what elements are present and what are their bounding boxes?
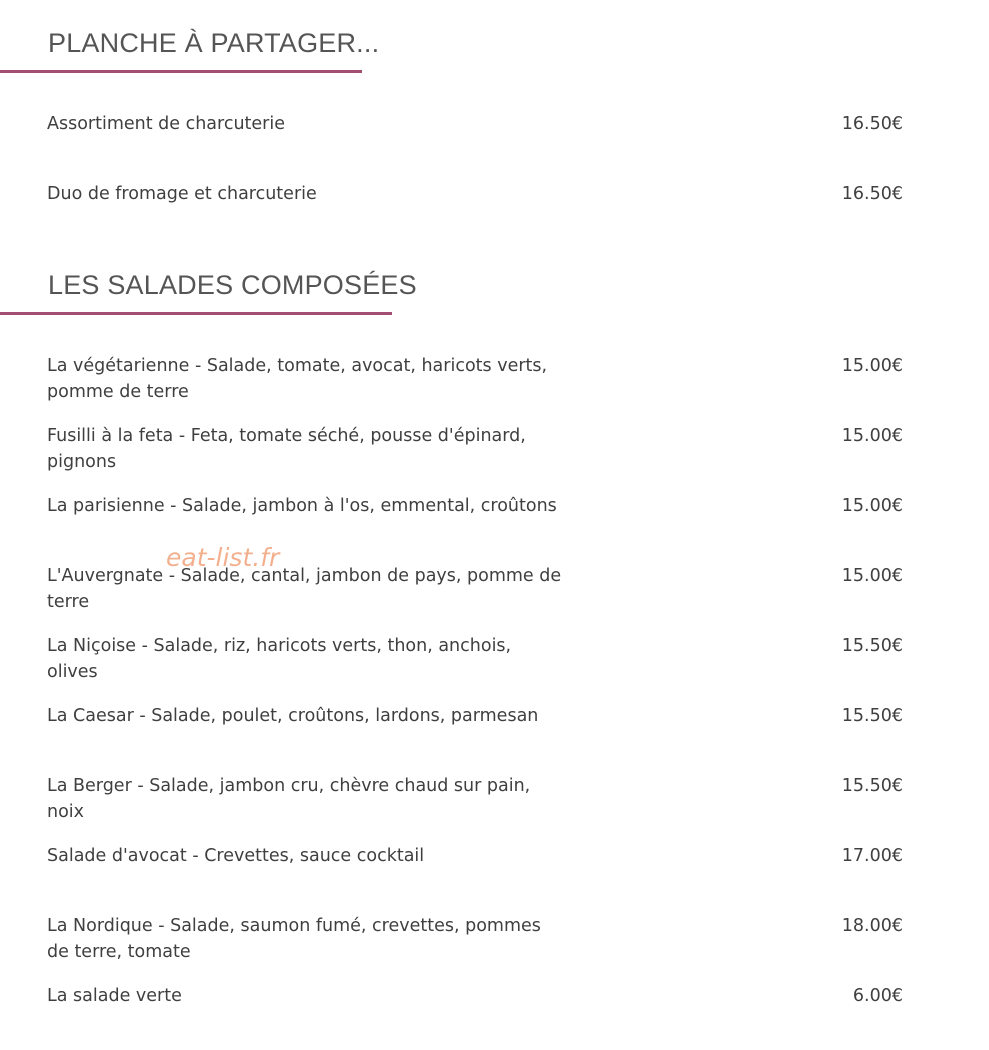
menu-item-price: 15.00€ (841, 496, 903, 516)
menu-item (47, 843, 903, 869)
menu-item (47, 633, 903, 685)
menu-item-name: La Niçoise - Salade, riz, haricots verts, thon, anchois, olives (47, 636, 512, 682)
menu-item (47, 493, 903, 519)
menu-item (47, 983, 903, 1009)
menu-item-name: L'Auvergnate - Salade, cantal, jambon de pays, pomme de terre (47, 566, 562, 612)
section-underline (0, 312, 392, 315)
section-underline (0, 70, 362, 73)
watermark: eat-list.fr (166, 543, 280, 572)
menu-item-price: 16.50€ (841, 114, 903, 134)
menu-item-price: 17.00€ (841, 846, 903, 866)
menu-item-name: Fusilli à la feta - Feta, tomate séché, pousse d'épinard, pignons (47, 426, 526, 472)
menu-item (47, 111, 903, 137)
menu-item-name: Duo de fromage et charcuterie (47, 184, 317, 204)
menu-item (47, 423, 903, 475)
menu-item (47, 913, 903, 965)
menu-item (47, 703, 903, 729)
menu-item-name: La parisienne - Salade, jambon à l'os, emmental, croûtons (47, 496, 557, 516)
menu-item-price: 15.50€ (841, 776, 903, 796)
menu-item-name: La salade verte (47, 986, 182, 1006)
menu-item (47, 353, 903, 405)
menu-item-name: La Berger - Salade, jambon cru, chèvre chaud sur pain, noix (47, 776, 531, 822)
menu-item-price: 15.00€ (841, 426, 903, 446)
menu-item-name: La végétarienne - Salade, tomate, avocat, haricots verts, pomme de terre (47, 356, 548, 402)
menu-item-price: 15.00€ (841, 356, 903, 376)
section-title-salades: LES SALADES COMPOSÉES (48, 270, 417, 300)
section-title-planche: PLANCHE À PARTAGER... (48, 28, 380, 58)
menu-item (47, 181, 903, 207)
menu-item-price: 15.50€ (841, 706, 903, 726)
menu-item-price: 16.50€ (841, 184, 903, 204)
menu-item-price: 6.00€ (852, 986, 903, 1006)
menu-item-name: La Caesar - Salade, poulet, croûtons, lardons, parmesan (47, 706, 539, 726)
menu-item (47, 773, 903, 825)
menu-item-name: La Nordique - Salade, saumon fumé, crevettes, pommes de terre, tomate (47, 916, 541, 962)
menu-item-price: 18.00€ (841, 916, 903, 936)
menu-item-name: Assortiment de charcuterie (47, 114, 286, 134)
menu-item-price: 15.00€ (841, 566, 903, 586)
menu-item (47, 563, 903, 615)
menu-item-name: Salade d'avocat - Crevettes, sauce cocktail (47, 846, 425, 866)
menu-item-price: 15.50€ (841, 636, 903, 656)
